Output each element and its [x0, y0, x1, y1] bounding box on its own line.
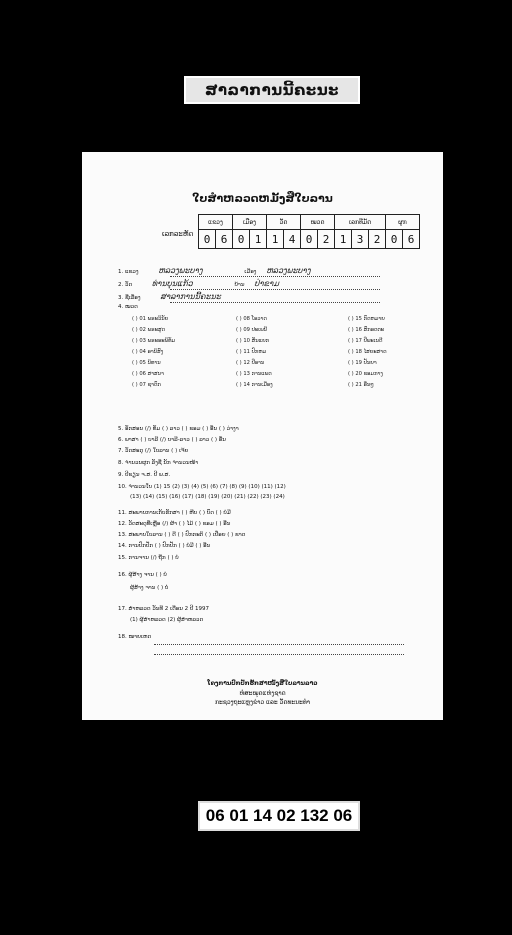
field-province-row: [118, 266, 311, 275]
footer-project: ໂຄງການປົກປັກຮັກສາໜັງສືໃບລານລາວ: [207, 680, 318, 687]
field-temple-row: [118, 279, 279, 288]
field-title-row: [118, 292, 221, 301]
category-option: ( ) 19 ປັນຍາ: [348, 360, 377, 366]
form-line: (13) (14) (15) (16) (17) (18) (19) (20) (21) (22) (23) (24): [130, 494, 285, 500]
form-line: 18. ໝາຍເຫດ: [118, 634, 152, 640]
category-option: ( ) 12 ປືອານ: [236, 360, 265, 366]
form-line: 5. ອັກສອນ (/) ທັມ ( ) ລາວ ( ) ຂອມ ( ) ອື່ນ ( ) ວ່າງາ: [118, 426, 239, 432]
category-option: ( ) 05 ນິທານ: [132, 360, 161, 366]
code-digit: 1: [335, 230, 352, 249]
code-digit: 0: [199, 230, 216, 249]
field-number: 1.: [118, 269, 124, 275]
category-section-label: 4. ໝວດ: [118, 304, 138, 310]
code-digit: 0: [301, 230, 318, 249]
code-digit: 3: [352, 230, 369, 249]
category-option: ( ) 11 ປົກຫມ: [236, 349, 267, 355]
code-digit: 0: [233, 230, 250, 249]
code-header: ຜູກ: [386, 215, 420, 230]
category-option: ( ) 17 ປືພະເນດີ: [348, 338, 383, 344]
category-option: ( ) 15 ກົດຫມາຍ: [348, 316, 385, 322]
code-digit: 4: [284, 230, 301, 249]
category-option: ( ) 07 ຊາດົກ: [132, 382, 161, 388]
field-value-province: ຫລວງພະບາງ: [158, 266, 203, 275]
top-title-label: ສາລາການນີ້ຄະນະ: [184, 76, 360, 104]
code-table: [198, 214, 420, 249]
category-option: ( ) 02 ພຣະສູດ: [132, 327, 166, 333]
code-label: ເລກລະຫັດ: [162, 230, 194, 238]
form-line: (1) ຜູ້ສຳຫລວດ (2) ຜູ້ສຳຫລວດ: [130, 617, 204, 623]
field-value-district: ຫລວງພະບາງ: [266, 266, 311, 275]
category-option: ( ) 20 ຂອມກາງ: [348, 371, 383, 377]
form-line: 8. ຈຳນວນຜູກ ລັງຊື່ ນັກ ຈຳນວນໜ້າ: [118, 460, 199, 466]
footer-library: ຫໍສະໝຸດແຫ່ງຊາດ: [239, 690, 286, 697]
survey-form-sheet: [82, 152, 443, 720]
field-value-title: ສາລາການນີ້ຄະນະ: [160, 292, 221, 301]
form-line: 10. ຈຳນວນໃບ (1) 15 (2) (3) (4) (5) (6) (7) (8) (9) (10) (11) (12): [118, 484, 286, 490]
form-line: 14. ການປົກປັກ ( ) ປົກປັກ ( ) ບໍ່ມີ ( ) ອື່ນ: [118, 543, 211, 549]
code-header: ເລກທີມັດ: [335, 215, 386, 230]
category-column-1: [132, 314, 175, 391]
field-label: ເມືອງ: [244, 269, 257, 275]
code-digit: 1: [267, 230, 284, 249]
form-line: 15. ການຈານ (/) ຖືກ ( ) ບໍ່: [118, 555, 179, 561]
code-header: ແຂວງ: [199, 215, 233, 230]
form-line: 17. ສຳຫລວດ ວັນທີ 2 ເດືອນ 2 ປີ 1997: [118, 606, 210, 612]
field-value-village: ປ່າຂາມ: [254, 279, 279, 288]
code-digit: 1: [250, 230, 267, 249]
field-value-temple: ທ່ານບຸນແກ້ວ: [151, 279, 193, 288]
form-line: 11. ສະພາບການເກັບຮັກສາ ( ) ຫີບ ( ) ບົດ ( ) ບໍ່ມີ: [118, 510, 231, 516]
form-line: 9. ປີຂຽນ ຈ.ສ. ປີ ພ.ສ.: [118, 472, 171, 478]
field-label: ຊື່ເລື່ອງ: [125, 295, 141, 301]
code-digit: 2: [318, 230, 335, 249]
form-line: 16. ຜູ້ສ້າງ ຈານ ( ) ບໍ່: [118, 572, 167, 578]
category-option: ( ) 13 ການແພດ: [236, 371, 272, 377]
category-option: ( ) 01 ພຣະວິນັຍ: [132, 316, 169, 322]
field-label: ແຂວງ: [125, 269, 139, 275]
category-option: ( ) 03 ພຣະອະພິທັມ: [132, 338, 176, 344]
code-header: ເມືອງ: [233, 215, 267, 230]
code-digit: 0: [386, 230, 403, 249]
form-line: 12. ວັດສະດຸທີ່ເຫຼືອ (/) ຜ້າ ( ) ໄມ້ ( ) ຂອມ ( ) ອື່ນ: [118, 521, 231, 527]
field-number: 2.: [118, 282, 124, 288]
code-header: ໝວດ: [301, 215, 335, 230]
category-option: ( ) 06 ສາສນາ: [132, 371, 164, 377]
footer-ministry: ກະຊວງຖະແຫຼງຂ່າວ ແລະ ວັດທະນະທຳ: [214, 699, 311, 706]
code-digit: 6: [216, 230, 233, 249]
code-header: ວັດ: [267, 215, 301, 230]
category-option: ( ) 18 ໄສຍະສາດ: [348, 349, 387, 355]
category-option: ( ) 08 ໂອວາດ: [236, 316, 267, 322]
fill-line: [170, 276, 380, 277]
form-line: ຜູ້ສ້າງ ຈານ ( ) ບໍ່: [130, 585, 169, 591]
category-option: ( ) 10 ສັນແຍກ: [236, 338, 270, 344]
code-digit: 2: [369, 230, 386, 249]
fill-line: [154, 644, 404, 645]
category-column-2: [236, 314, 273, 391]
form-line: 6. ພາສາ ( ) ບາລີ (/) ບາລີ-ລາວ ( ) ລາວ ( ) ອື່ນ: [118, 437, 226, 443]
category-option: ( ) 14 ການເມືອງ: [236, 382, 273, 388]
field-number: 3.: [118, 295, 124, 301]
fill-line: [170, 289, 380, 290]
form-line: 7. ວັດສະດຸ (/) ໃບລານ ( ) ເຈ້ຍ: [118, 448, 189, 454]
category-option: ( ) 09 ປະເພນີ: [236, 327, 268, 333]
category-option: ( ) 16 ສົກອດຕະ: [348, 327, 385, 333]
code-digit: 6: [403, 230, 420, 249]
fill-line: [154, 654, 404, 655]
category-option: ( ) 21 ອື່ນໆ: [348, 382, 374, 388]
form-title: ໃບສຳຫລວດຫມັ້ງສືໃບລານ: [192, 192, 333, 205]
category-option: ( ) 04 ອານິສົງ: [132, 349, 164, 355]
field-label: ບ້ານ: [234, 282, 245, 288]
form-line: 13. ສະພາບໃບລານ ( ) ດີ ( ) ປົກກະຕິ ( ) ເປື່ອຍ ( ) ຂາດ: [118, 532, 246, 538]
bottom-code-label: 06 01 14 02 132 06: [198, 801, 360, 831]
fill-line: [170, 302, 380, 303]
category-column-3: [348, 314, 387, 391]
field-label: ວັດ: [125, 282, 133, 288]
